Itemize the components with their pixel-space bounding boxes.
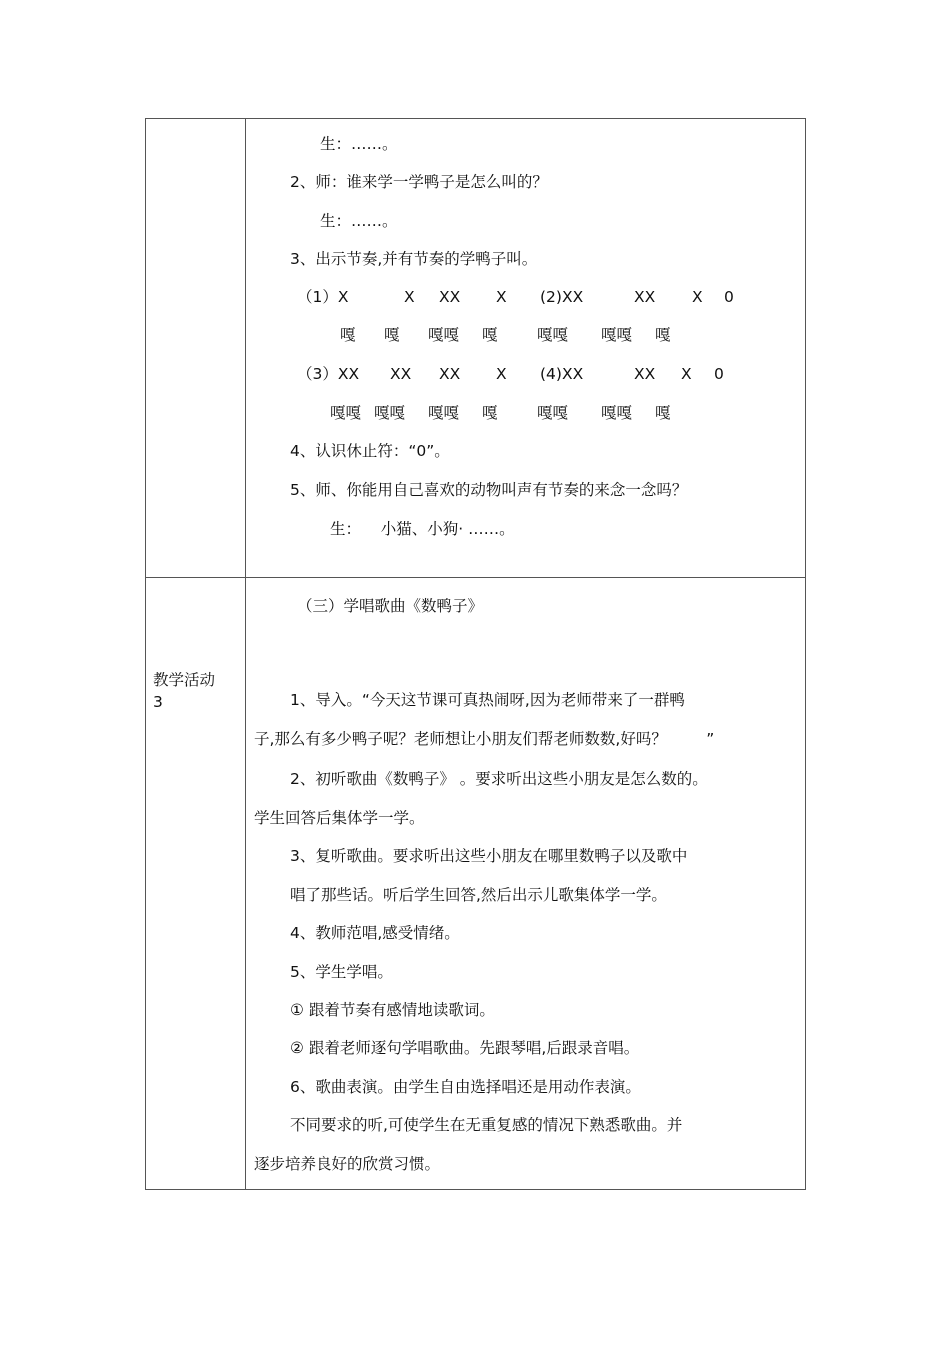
rhythm-1-beat: (2)XX: [540, 288, 584, 306]
column-divider: [245, 119, 246, 1189]
rhythm-2-syllable: 嘎嘎: [374, 404, 406, 422]
paragraph-line: 逐步培养良好的欣赏习惯。: [254, 1155, 441, 1173]
paragraph-line: 唱了那些话。听后学生回答,然后出示儿歌集体学一学。: [290, 886, 667, 904]
rhythm-1-beat: X: [496, 288, 507, 306]
rhythm-1-beat: XX: [439, 288, 461, 306]
paragraph-line: ② 跟着老师逐句学唱歌曲。先跟琴唱,后跟录音唱。: [290, 1039, 640, 1057]
step-4-text: 4、认识休止符：“0”。: [290, 442, 450, 460]
paragraph-line: 3、复听歌曲。要求听出这些小朋友在哪里数鸭子以及歌中: [290, 847, 688, 865]
rhythm-2-syllable: 嘎嘎: [537, 404, 569, 422]
rhythm-1-beat: X: [692, 288, 703, 306]
paragraph-line: ① 跟着节奏有感情地读歌词。: [290, 1001, 495, 1019]
rhythm-2-beat: XX: [634, 365, 656, 383]
student-answer-2: 生：……。: [320, 212, 398, 230]
activity-number: 3: [153, 693, 163, 711]
paragraph-line: 学生回答后集体学一学。: [254, 809, 425, 827]
rhythm-2-beat: （3）XX: [297, 365, 360, 383]
activity-label: 教学活动: [153, 671, 216, 689]
rhythm-1-beat: 0: [724, 288, 734, 306]
rhythm-1-syllable: 嘎: [655, 326, 671, 344]
paragraph-line: 不同要求的听,可使学生在无重复感的情况下熟悉歌曲。并: [290, 1116, 683, 1134]
row-divider: [146, 577, 805, 578]
rhythm-2-syllable: 嘎: [655, 404, 671, 422]
step-5-text: 5、师、你能用自己喜欢的动物叫声有节奏的来念一念吗？: [290, 481, 688, 499]
paragraph-line: 6、歌曲表演。由学生自由选择唱还是用动作表演。: [290, 1078, 641, 1096]
student-answer-3: 生： 小猫、小狗· ……。: [330, 520, 515, 538]
student-answer-1: 生：……。: [320, 135, 398, 153]
rhythm-1-syllable: 嘎: [384, 326, 400, 344]
paragraph-line: 4、教师范唱,感受情绪。: [290, 924, 460, 942]
rhythm-1-syllable: 嘎嘎: [428, 326, 460, 344]
rhythm-2-syllable: 嘎嘎: [330, 404, 362, 422]
section-heading: （三）学唱歌曲《数鸭子》: [297, 597, 484, 615]
paragraph-line: 5、学生学唱。: [290, 963, 393, 981]
rhythm-1-syllable: 嘎: [340, 326, 356, 344]
rhythm-2-beat: XX: [390, 365, 412, 383]
rhythm-2-syllable: 嘎嘎: [428, 404, 460, 422]
paragraph-line: 2、初听歌曲《数鸭子》 。要求听出这些小朋友是怎么数的。: [290, 770, 708, 788]
rhythm-1-beat: XX: [634, 288, 656, 306]
paragraph-line: 子,那么有多少鸭子呢？老师想让小朋友们帮老师数数,好吗？ ”: [254, 730, 715, 748]
rhythm-1-beat: X: [404, 288, 415, 306]
rhythm-2-beat: (4)XX: [540, 365, 584, 383]
rhythm-2-syllable: 嘎嘎: [601, 404, 633, 422]
rhythm-1-syllable: 嘎嘎: [601, 326, 633, 344]
rhythm-2-beat: XX: [439, 365, 461, 383]
rhythm-1-syllable: 嘎嘎: [537, 326, 569, 344]
lesson-table: [145, 118, 806, 1190]
rhythm-2-beat: X: [681, 365, 692, 383]
rhythm-2-beat: 0: [714, 365, 724, 383]
step-3-text: 3、出示节奏,并有节奏的学鸭子叫。: [290, 250, 538, 268]
rhythm-1-syllable: 嘎: [482, 326, 498, 344]
paragraph-line: 1、导入。“今天这节课可真热闹呀,因为老师带来了一群鸭: [290, 691, 685, 709]
rhythm-1-beat: （1）X: [297, 288, 349, 306]
rhythm-2-beat: X: [496, 365, 507, 383]
rhythm-2-syllable: 嘎: [482, 404, 498, 422]
step-2-text: 2、师：谁来学一学鸭子是怎么叫的？: [290, 173, 548, 191]
